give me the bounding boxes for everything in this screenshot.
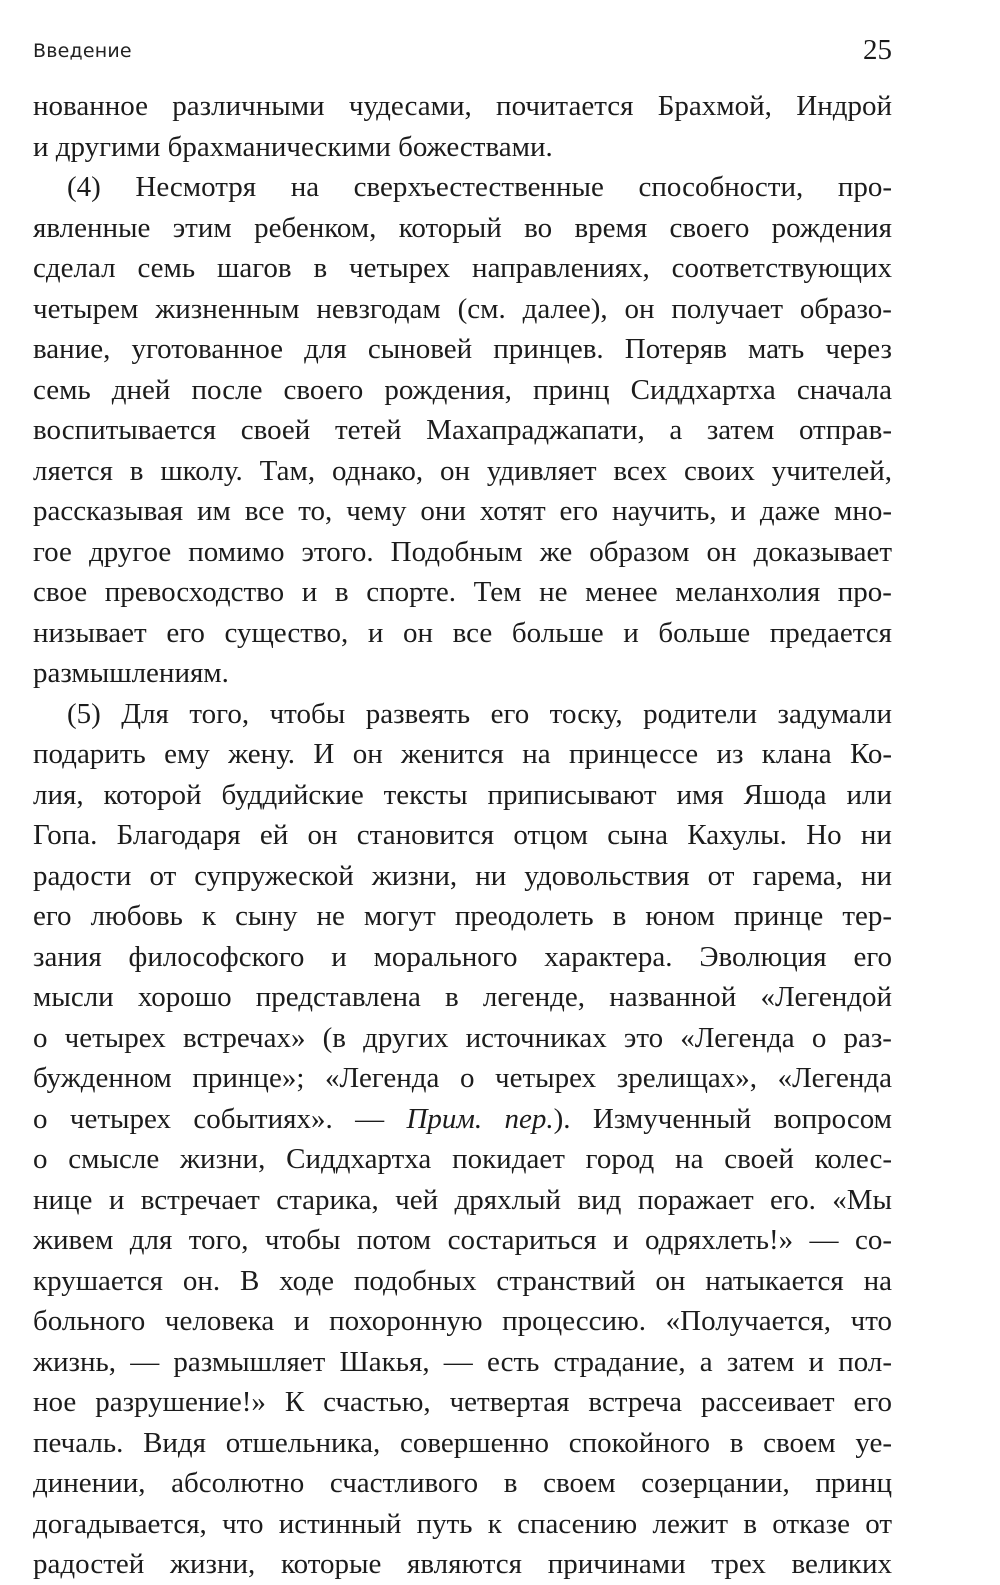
text-line: размышлениям. <box>33 657 229 689</box>
text-line: воспитывается своей тетей Махапраджапати, а затем отправ- <box>33 414 892 446</box>
text-line: Гопа. Благодаря ей он становится отцом сына Кахулы. Но ни <box>33 819 892 851</box>
text-line: нованное различными чудесами, почитается Брахмой, Индрой <box>33 90 892 122</box>
text-line: гое другое помимо этого. Подобным же образом он доказывает <box>33 535 893 568</box>
text-line: радости от супружеской жизни, ни удовольствия от гарема, ни <box>33 859 893 892</box>
page-number: 25 <box>863 34 892 66</box>
text-line: (4) Несмотря на сверхъестественные способности, про- <box>67 171 892 203</box>
text-line: ное разрушение!» К счастью, четвертая встреча рассеивает его <box>33 1386 892 1418</box>
text-line: живем для того, чтобы потом состариться и одряхлеть!» — со- <box>33 1224 892 1256</box>
text-line: рассказывая им все то, чему они хотят его научить, и даже мно- <box>33 495 892 527</box>
text-line: больного человека и похоронную процессию. «Получается, что <box>33 1305 893 1337</box>
text-line: зания философского и морального характера. Эволюция его <box>33 940 893 973</box>
text-line: печаль. Видя отшельника, совершенно спокойного в своем уе- <box>33 1426 892 1459</box>
text-line: его любовь к сыну не могут преодолеть в юном принце тер- <box>33 900 893 932</box>
translator-note: Прим. пер. <box>406 1102 554 1135</box>
text-line: подарить ему жену. И он женится на принцессе из клана Ко- <box>33 738 892 770</box>
text-line: динении, абсолютно счастливого в своем созерцании, принц <box>33 1467 892 1499</box>
text-line-part: ). Измученный вопросом <box>553 1102 892 1135</box>
text-line: ляется в школу. Там, однако, он удивляет всех своих учителей, <box>33 454 892 487</box>
running-head: Введение <box>33 40 132 62</box>
text-line: вание, уготованное для сыновей принцев. Потеряв мать через <box>33 333 892 365</box>
text-line: мысли хорошо представлена в легенде, названной «Легендой <box>33 981 893 1013</box>
text-line: бужденном принце»; «Легенда о четырех зрелищах», «Легенда <box>33 1062 892 1094</box>
text-line: о четырех встречах» (в других источниках это «Легенда о раз- <box>33 1021 892 1054</box>
text-line: (5) Для того, чтобы развеять его тоску, родители задумали <box>67 697 893 730</box>
text-line-part: о четырех событиях». — <box>33 1102 407 1135</box>
text-line: явленные этим ребенком, который во время своего рождения <box>33 211 892 244</box>
body-text <box>33 86 892 1585</box>
text-line: и другими брахманическими божествами. <box>33 130 553 163</box>
text-line: семь дней после своего рождения, принц Сиддхартха сначала <box>33 373 892 406</box>
text-line: лия, которой буддийские тексты приписывают имя Яшода или <box>33 778 892 811</box>
text-line: нице и встречает старика, чей дряхлый вид поражает его. «Мы <box>33 1183 893 1216</box>
text-line: низывает его существо, и он все больше и больше предается <box>33 616 893 649</box>
text-line: жизнь, — размышляет Шакья, — есть страдание, а затем и пол- <box>33 1345 893 1378</box>
text-line: сделал семь шагов в четырех направлениях, соответствующих <box>33 252 892 284</box>
text-line: свое превосходство и в спорте. Тем не менее меланхолия про- <box>33 576 892 608</box>
text-line: четырем жизненным невзгодам (см. далее), он получает образо- <box>33 292 892 325</box>
text-line: о смысле жизни, Сиддхартха покидает город на своей колес- <box>33 1143 892 1175</box>
text-line: радостей жизни, которые являются причинами трех великих <box>33 1548 893 1580</box>
text-line: догадывается, что истинный путь к спасению лежит в отказе от <box>33 1507 893 1540</box>
text-line-with-note <box>33 1099 892 1140</box>
text-line: крушается он. В ходе подобных странствий он натыкается на <box>33 1264 892 1297</box>
